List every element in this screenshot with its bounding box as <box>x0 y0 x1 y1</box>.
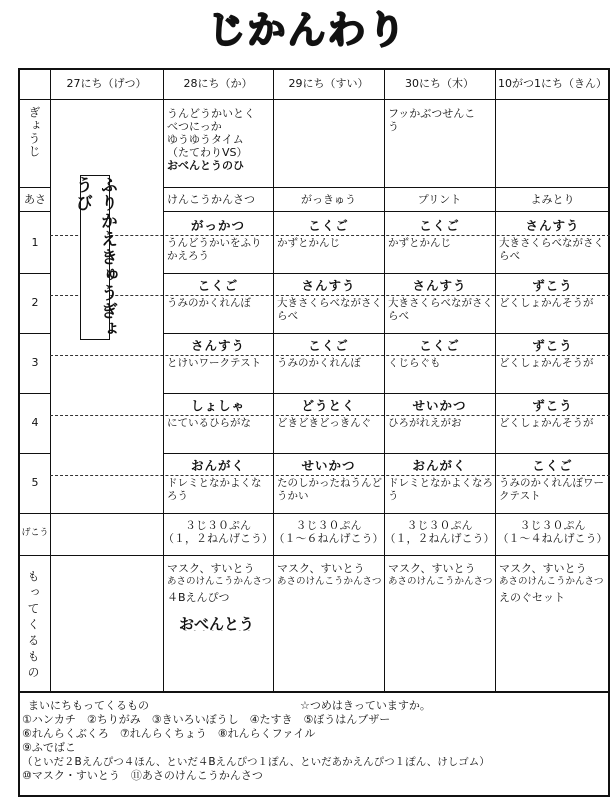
column-divider <box>384 70 385 691</box>
asa-tue: けんこうかんさつ <box>167 193 255 206</box>
row-divider <box>163 453 608 454</box>
gekou-grades: （１，２ねんげこう） <box>384 532 495 545</box>
period-2-thu-subject: さんすう <box>412 279 467 292</box>
dashed-separator <box>50 415 610 416</box>
motte-item: えのぐセット <box>499 591 565 604</box>
row-label-period-1: 1 <box>31 236 39 249</box>
period-1-thu-note: かずとかんじ <box>388 237 451 249</box>
period-4-fri-subject: ずこう <box>532 399 573 412</box>
title-text: じかんわり <box>207 8 408 52</box>
period-1-fri-note: 大きさくらべながさくらべ <box>499 237 604 262</box>
period-5-thu-note: ドレミとなかよくなろう <box>388 477 493 502</box>
daily-items-line: ⑩マスク・すいとう ⑪あさのけんこうかんさつ <box>22 769 263 782</box>
period-1-fri-subject: さんすう <box>525 219 580 232</box>
furikae-kyuugyoubi-label: ふりかえきゅうぎょうび <box>72 176 117 338</box>
period-3-tue-note: とけいワークテスト <box>167 357 262 369</box>
row-label-period-3: 3 <box>31 356 39 369</box>
daily-items-box <box>18 693 610 797</box>
row-label-gyouji: ぎょうじ <box>27 106 41 158</box>
period-2-wed-subject: さんすう <box>301 279 356 292</box>
daily-items-heading: まいにちもってくるもの <box>28 699 149 712</box>
asa-wed: がっきゅう <box>301 193 356 206</box>
period-3-thu-subject: こくご <box>419 339 460 352</box>
motte-wed <box>277 562 383 588</box>
period-5-fri-note: うみのかくれんぼワークテスト <box>499 477 604 502</box>
gyouji-thu-line: う <box>388 120 399 133</box>
gyouji-tue-line: （たてわりVS） <box>167 146 248 159</box>
row-divider <box>163 187 608 188</box>
row-divider <box>20 187 50 188</box>
dashed-separator <box>50 355 610 356</box>
nails-reminder: ☆つめはきっていますか。 <box>300 699 431 712</box>
gekou-time: ３じ３０ぷん <box>519 519 586 532</box>
period-3-wed-note: うみのかくれんぼ <box>277 357 361 369</box>
period-2-thu-note: 大きさくらべながさくらべ <box>388 297 493 322</box>
period-4-wed-subject: どうとく <box>301 399 356 412</box>
header-day-fri: 10がつ1にち（きん） <box>498 77 607 90</box>
dashed-separator <box>50 235 610 236</box>
daily-items-line: （といだ２Bえんぴつ４ほん、といだ４Bえんぴつ１ぽん、といだあかえんぴつ１ぽん、けしゴム） <box>22 756 490 768</box>
row-label-period-4: 4 <box>31 416 39 429</box>
gekou-grades: （１，２ねんげこう） <box>163 532 273 545</box>
gyouji-thu-line: フッかぶつせんこ <box>388 107 476 120</box>
gekou-wed <box>273 519 384 545</box>
gekou-tue <box>163 519 273 545</box>
period-5-tue-subject: おんがく <box>190 459 245 472</box>
gekou-thu <box>384 519 495 545</box>
period-1-tue-subject: がっかつ <box>190 219 245 232</box>
period-4-tue-subject: しょしゃ <box>190 399 245 412</box>
daily-items-line: ⑥れんらくぶくろ ⑦れんらくちょう ⑧れんらくファイル <box>22 727 316 740</box>
motte-item: あさのけんこうかんさつ <box>277 576 382 587</box>
bento-label: おべんとう <box>179 615 255 631</box>
dashed-separator <box>50 475 610 476</box>
motte-tue <box>167 562 272 631</box>
row-divider <box>163 333 608 334</box>
timetable <box>18 68 610 693</box>
column-divider <box>50 70 51 691</box>
gyouji-thu <box>388 107 493 133</box>
period-4-tue-note: にているひらがな <box>167 417 251 429</box>
header-day-tue: 28にち（か） <box>183 77 253 90</box>
row-label-mottekuru: もってくるもの <box>26 570 40 682</box>
gyouji-tue-line: ゆうゆうタイム <box>167 133 244 146</box>
motte-item: あさのけんこうかんさつ <box>167 576 272 587</box>
period-4-thu-note: ひろがれえがお <box>388 417 462 429</box>
gekou-fri <box>495 519 610 545</box>
row-divider <box>20 211 50 212</box>
gyouji-tue <box>167 107 271 172</box>
period-1-thu-subject: こくご <box>419 219 460 232</box>
row-divider <box>20 453 50 454</box>
motte-item: ４Bえんぴつ <box>167 591 230 604</box>
period-2-tue-subject: こくご <box>197 279 239 292</box>
motte-item: マスク、すいとう <box>388 562 476 575</box>
period-4-wed-note: どきどきどっきんぐ <box>277 417 372 429</box>
row-divider <box>20 393 50 394</box>
gyouji-tue-line: うんどうかいとく <box>167 107 255 120</box>
gekou-time: ３じ３０ぷん <box>185 519 251 532</box>
gyouji-tue-line: おべんとうのひ <box>167 159 244 172</box>
period-3-fri-subject: ずこう <box>532 339 573 352</box>
column-divider <box>495 70 496 691</box>
dashed-separator <box>50 295 610 296</box>
page-title <box>0 6 615 56</box>
motte-item: マスク、すいとう <box>499 562 587 575</box>
row-divider <box>163 273 608 274</box>
motte-item: マスク、すいとう <box>277 562 365 575</box>
period-2-fri-note: どくしょかんそうが <box>499 297 594 309</box>
row-divider <box>20 99 608 100</box>
period-5-wed-subject: せいかつ <box>301 459 356 472</box>
period-4-thu-subject: せいかつ <box>412 399 467 412</box>
period-5-tue-note: ドレミとなかよくなろう <box>167 477 262 502</box>
row-label-period-2: 2 <box>31 296 39 309</box>
gekou-time: ３じ３０ぷん <box>295 519 362 532</box>
row-divider <box>20 513 608 514</box>
gekou-grades: （１～６ねんげこう） <box>273 532 384 545</box>
period-1-tue-note: うんどうかいをふりかえろう <box>167 237 262 262</box>
motte-fri <box>499 562 609 604</box>
row-label-asa: あさ <box>24 193 46 206</box>
period-2-wed-note: 大きさくらべながさくらべ <box>277 297 382 322</box>
column-divider <box>163 70 164 691</box>
row-label-period-5: 5 <box>31 476 39 489</box>
period-5-thu-subject: おんがく <box>412 459 467 472</box>
row-divider <box>163 211 608 212</box>
row-divider <box>163 393 608 394</box>
gyouji-tue-line: べつにっか <box>167 120 222 133</box>
daily-items-line: ⑨ふでばこ <box>22 741 76 754</box>
motte-thu <box>388 562 494 588</box>
gekou-grades: （１～４ねんげこう） <box>497 532 608 545</box>
period-5-fri-subject: こくご <box>532 459 573 472</box>
period-5-wed-note: たのしかったねうんどうかい <box>277 477 382 502</box>
asa-thu: プリント <box>417 193 462 206</box>
row-divider <box>20 333 50 334</box>
column-divider <box>273 70 274 691</box>
period-1-wed-note: かずとかんじ <box>277 237 340 249</box>
period-3-wed-subject: こくご <box>308 339 349 352</box>
daily-items-line: ①ハンカチ ②ちりがみ ③きいろいぼうし ④たすき ⑤ぼうはんブザー <box>22 713 391 726</box>
header-day-mon: 27にち（げつ） <box>66 77 147 90</box>
period-3-fri-note: どくしょかんそうが <box>499 357 594 369</box>
header-day-thu: 30にち（木） <box>405 77 474 90</box>
period-4-fri-note: どくしょかんそうが <box>499 417 594 429</box>
row-label-gekou: げこう <box>21 528 49 538</box>
header-day-wed: 29にち（すい） <box>288 77 369 90</box>
period-3-tue-subject: さんすう <box>190 339 245 352</box>
motte-item: あさのけんこうかんさつ <box>499 576 604 587</box>
row-divider <box>20 555 608 556</box>
gekou-time: ３じ３０ぷん <box>406 519 473 532</box>
period-1-wed-subject: こくご <box>308 219 349 232</box>
period-3-thu-note: くじらぐも <box>388 357 441 369</box>
period-2-tue-note: うみのかくれんぼ <box>167 297 251 309</box>
motte-item: あさのけんこうかんさつ <box>388 576 493 587</box>
row-divider <box>20 273 50 274</box>
motte-item: マスク、すいとう <box>167 562 255 575</box>
period-2-fri-subject: ずこう <box>532 279 573 292</box>
asa-fri: よみとり <box>530 193 575 206</box>
